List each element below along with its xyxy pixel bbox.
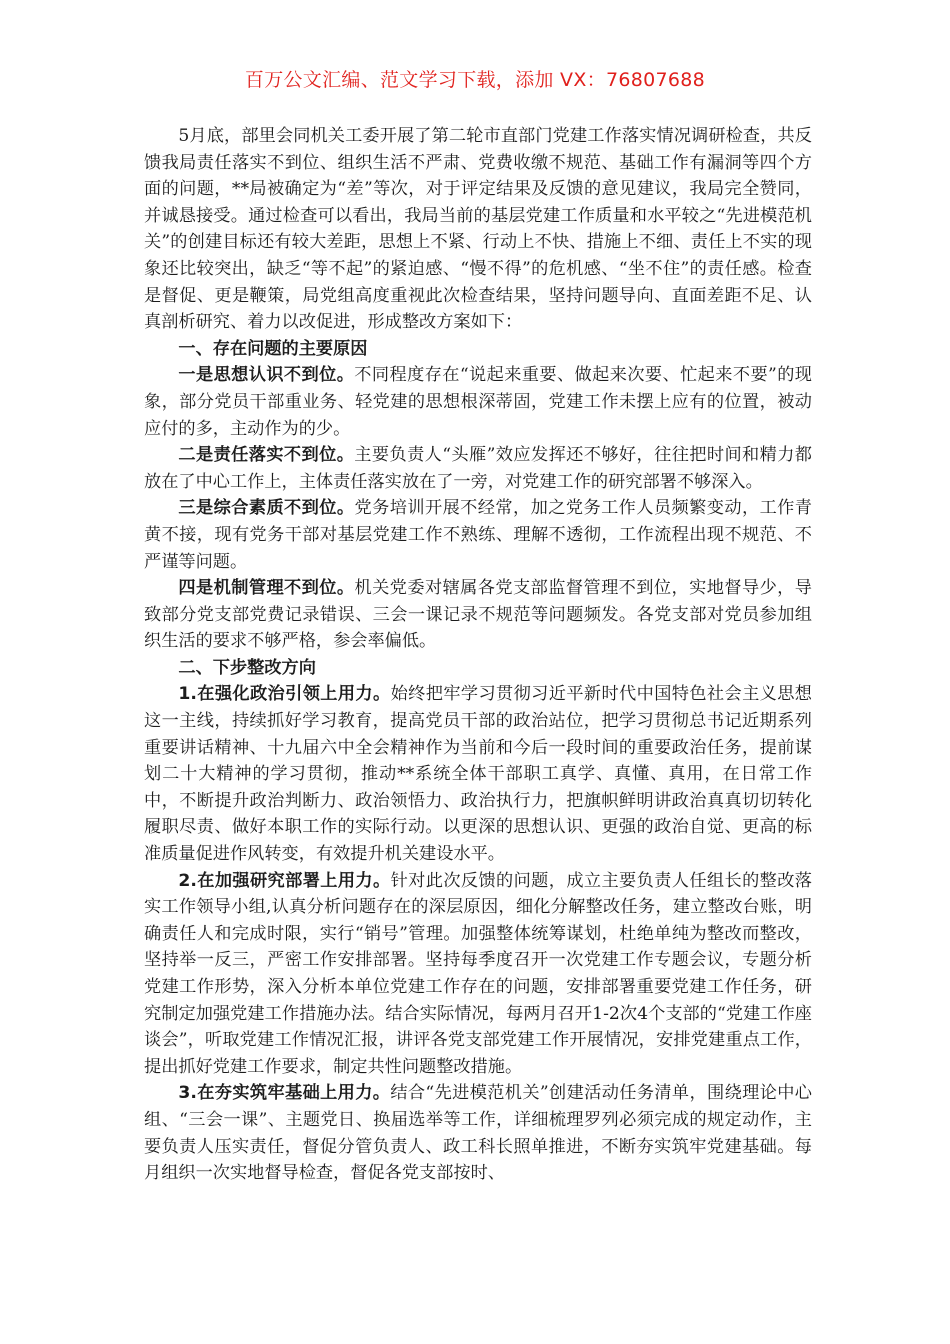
- cause-text: 主要负责人“头雁”效应发挥还不够好，往往把时间和精力都放在了中心工作上，主体责任落实放在了一旁，对党建工作的研究部署不够深入。: [144, 445, 812, 492]
- cause-paragraph: [144, 362, 812, 442]
- measure-lead: 3.在夯实筑牢基础上用力。: [178, 1083, 391, 1104]
- cause-lead: 四是机制管理不到位。: [178, 578, 355, 599]
- section-heading-rectification: 二、下步整改方向: [178, 657, 316, 678]
- measure-paragraph: [144, 868, 812, 1081]
- measure-text: 结合“先进模范机关”创建活动任务清单，围绕理论中心组、“三会一课”、主题党日、换届选举等工作，详细梳理罗列必须完成的规定动作，主要负责人压实责任，督促分管负责人、政工科长照单推进，不断夯实筑牢党建基础。每月组织一次实地督导检查，督促各党支部按时、: [144, 1083, 812, 1184]
- cause-paragraph: [144, 495, 812, 575]
- promo-banner: 百万公文汇编、范文学习下载，添加 VX：76807688: [244, 69, 706, 91]
- section-heading-causes: 一、存在问题的主要原因: [178, 338, 368, 359]
- cause-lead: 二是责任落实不到位。: [178, 445, 355, 466]
- measure-text: 针对此次反馈的问题，成立主要负责人任组长的整改落实工作领导小组,认真分析问题存在的深层原因，细化分解整改任务，建立整改台账，明确责任人和完成时限，实行“销号”管理。加强整体统筹谋划，杜绝单纯为整改而整改，坚持举一反三，严密工作安排部署。坚持每季度召开一次党建工作专题会议，专题分析党建工作形势，深入分析本单位党建工作存在的问题，安排部署重要党建工作任务，研究制定加强党建工作措施办法。结合实际情况，每两月召开1-2次4个支部的“党建工作座谈会”，听取党建工作情况汇报，讲评各党支部党建工作开展情况，安排党建重点工作，提出抓好党建工作要求，制定共性问题整改措施。: [144, 870, 812, 1077]
- measure-lead: 1.在强化政治引领上用力。: [178, 684, 391, 705]
- measure-paragraph: [144, 1080, 812, 1186]
- cause-text: 党务培训开展不经常，加之党务工作人员频繁变动，工作青黄不接，现有党务干部对基层党建工作不熟练、理解不透彻，工作流程出现不规范、不严谨等问题。: [144, 498, 812, 572]
- measure-text: 始终把牢学习贯彻习近平新时代中国特色社会主义思想这一主线，持续抓好学习教育，提高党员干部的政治站位，把学习贯彻总书记近期系列重要讲话精神、十九届六中全会精神作为当前和今后一段时间的重要政治任务，提前谋划二十大精神的学习贯彻，推动**系统全体干部职工真学、真懂、真用，在日常工作中，不断提升政治判断力、政治领悟力、政治执行力，把旗帜鲜明讲政治真真切切转化履职尽责、做好本职工作的实际行动。以更深的思想认识、更强的政治自觉、更高的标准质量促进作风转变，有效提升机关建设水平。: [144, 684, 812, 865]
- cause-lead: 一是思想认识不到位。: [178, 365, 355, 386]
- cause-text: 机关党委对辖属各党支部监督管理不到位，实地督导少，导致部分党支部党费记录错误、三会一课记录不规范等问题频发。各党支部对党员参加组织生活的要求不够严格，参会率偏低。: [144, 578, 812, 652]
- cause-paragraph: [144, 575, 812, 655]
- intro-paragraph: 5月底，部里会同机关工委开展了第二轮市直部门党建工作落实情况调研检查，共反馈我局责任落实不到位、组织生活不严肃、党费收缴不规范、基础工作有漏洞等四个方面的问题，**局被确定为“差”等次，对于评定结果及反馈的意见建议，我局完全赞同，并诚恳接受。通过检查可以看出，我局当前的基层党建工作质量和水平较之“先进模范机关”的创建目标还有较大差距，思想上不紧、行动上不快、措施上不细、责任上不实的现象还比较突出，缺乏“等不起”的紧迫感、“慢不得”的危机感、“坐不住”的责任感。检查是督促、更是鞭策，局党组高度重视此次检查结果，坚持问题导向、直面差距不足、认真剖析研究、着力以改促进，形成整改方案如下：: [144, 126, 812, 333]
- document-body: [144, 123, 812, 1187]
- measure-lead: 2.在加强研究部署上用力。: [178, 870, 391, 891]
- cause-lead: 三是综合素质不到位。: [178, 498, 355, 519]
- measure-paragraph: [144, 681, 812, 867]
- cause-text: 不同程度存在“说起来重要、做起来次要、忙起来不要”的现象，部分党员干部重业务、轻党建的思想根深蒂固，党建工作未摆上应有的位置，被动应付的多，主动作为的少。: [144, 365, 812, 439]
- cause-paragraph: [144, 442, 812, 495]
